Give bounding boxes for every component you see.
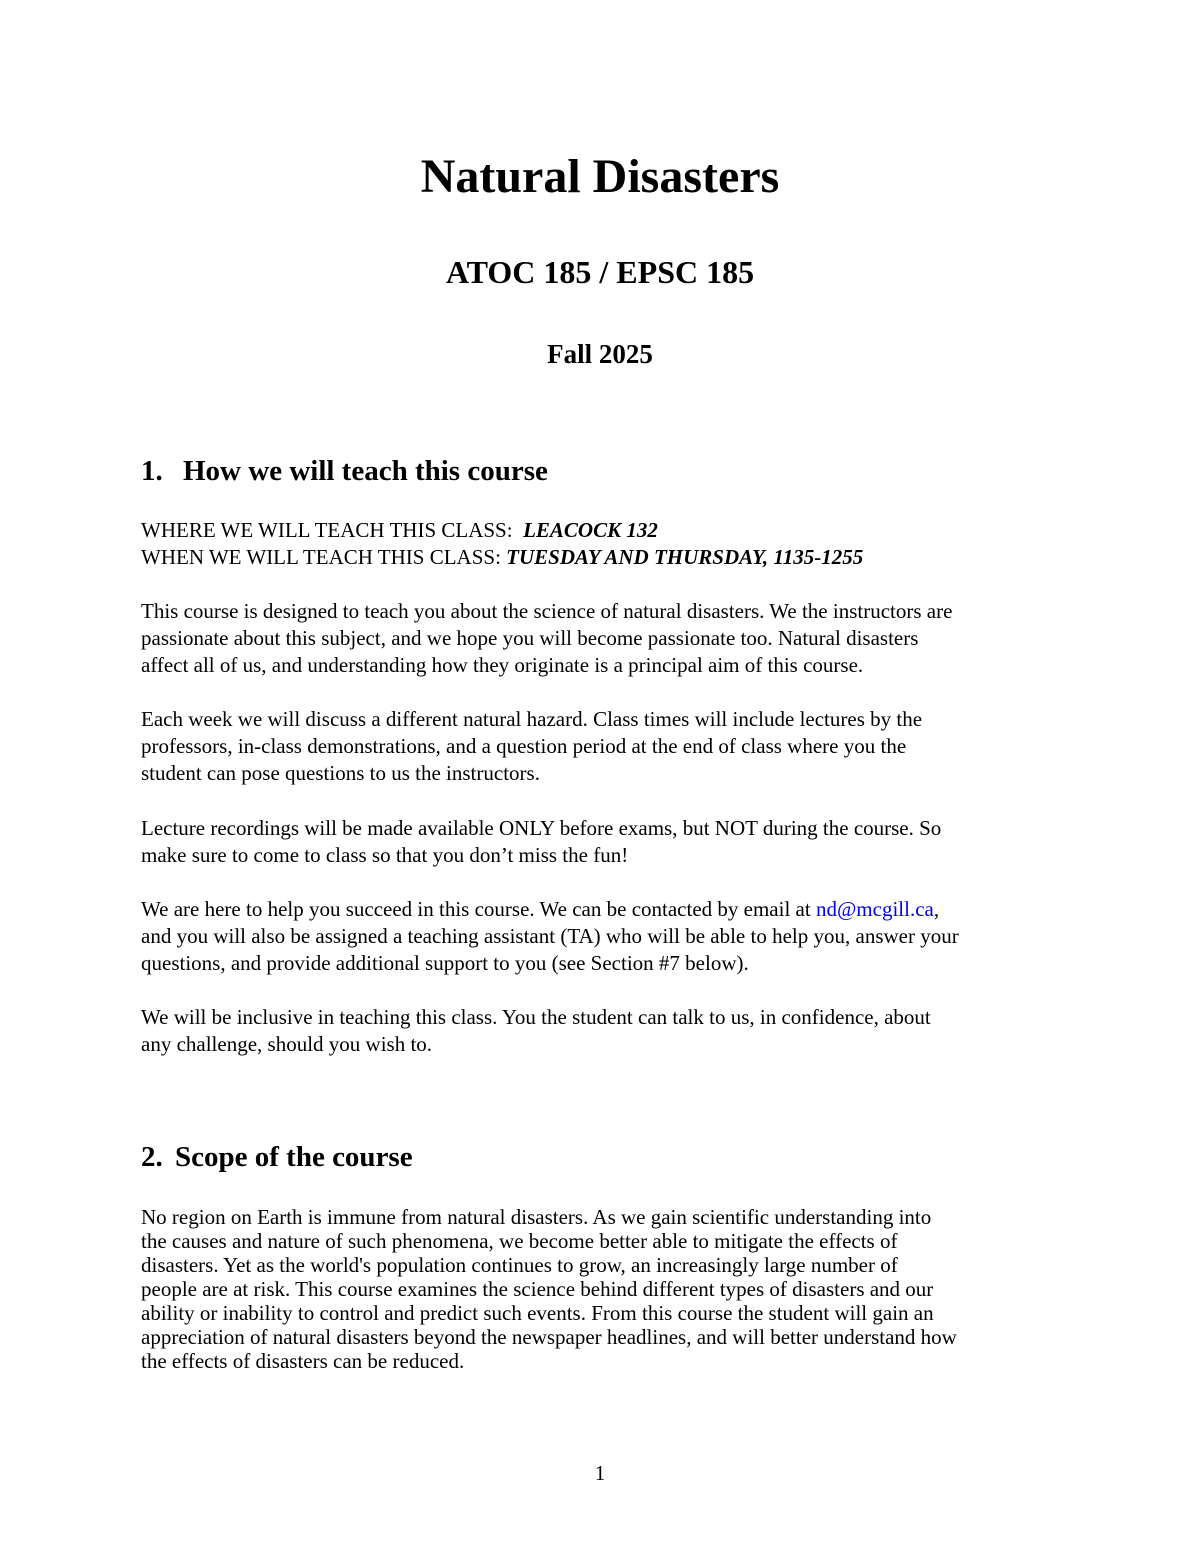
when-line: [141, 544, 1081, 571]
paragraph-line: Lecture recordings will be made available ONLY before exams, but NOT during the course. So: [141, 816, 942, 840]
paragraph-line: any challenge, should you wish to.: [141, 1032, 433, 1056]
where-label: WHERE WE WILL TEACH THIS CLASS:: [141, 518, 513, 542]
paragraph-line: questions, and provide additional support to you (see Section #7 below).: [141, 951, 749, 975]
paragraph-recordings: [141, 815, 1081, 869]
email-link[interactable]: nd@mcgill.ca: [815, 897, 934, 921]
section-2-number: 2.: [141, 1141, 163, 1173]
paragraph-line: passionate about this subject, and we hope you will become passionate too. Natural disasters: [141, 626, 919, 650]
course-code: ATOC 185 / EPSC 185: [445, 254, 755, 290]
where-line: [141, 517, 1081, 544]
where-value: LEACOCK 132: [523, 518, 658, 542]
section-2-heading: [141, 1139, 1071, 1175]
paragraph-line: the causes and nature of such phenomena, we become better able to mitigate the effects of: [141, 1229, 898, 1253]
page-number: 1: [594, 1461, 606, 1485]
paragraph-contact: [141, 896, 1081, 977]
when-label: WHEN WE WILL TEACH THIS CLASS:: [141, 545, 501, 569]
paragraph-line: [141, 896, 1081, 923]
contact-punctuation: ,: [933, 897, 940, 921]
paragraph-line: make sure to come to class so that you don’t miss the fun!: [141, 843, 629, 867]
contact-text: We are here to help you succeed in this course. We can be contacted by email at: [141, 897, 811, 921]
section-2-title: Scope of the course: [175, 1141, 413, 1173]
section-1-number: 1.: [141, 455, 163, 487]
paragraph-line: We will be inclusive in teaching this class. You the student can talk to us, in confidence, about: [141, 1005, 931, 1029]
paragraph-line: people are at risk. This course examines the science behind different types of disasters and our: [141, 1277, 934, 1301]
paragraph-line: and you will also be assigned a teaching assistant (TA) who will be able to help you, answer your: [141, 924, 959, 948]
paragraph-course-intro: [141, 598, 1081, 679]
when-value: TUESDAY AND THURSDAY, 1135-1255: [506, 545, 864, 569]
paragraph-line: Each week we will discuss a different natural hazard. Class times will include lectures by the: [141, 707, 923, 731]
paragraph-weekly-format: [141, 706, 1081, 787]
paragraph-line: disasters. Yet as the world's population continues to grow, an increasingly large number of: [141, 1253, 898, 1277]
document-title: Natural Disasters: [420, 150, 780, 203]
paragraph-line: ability or inability to control and predict such events. From this course the student will gain an: [141, 1301, 934, 1325]
paragraph-scope: [141, 1205, 1081, 1373]
paragraph-line: This course is designed to teach you about the science of natural disasters. We the instructors are: [141, 599, 953, 623]
paragraph-line: No region on Earth is immune from natural disasters. As we gain scientific understanding into: [141, 1205, 932, 1229]
paragraph-line: professors, in-class demonstrations, and a question period at the end of class where you the: [141, 734, 907, 758]
paragraph-line: the effects of disasters can be reduced.: [141, 1349, 465, 1373]
class-location-time: [141, 517, 1081, 571]
course-term: Fall 2025: [547, 339, 653, 369]
paragraph-line: affect all of us, and understanding how they originate is a principal aim of this course.: [141, 653, 864, 677]
section-1-title: How we will teach this course: [183, 455, 548, 487]
paragraph-inclusive: [141, 1004, 1081, 1058]
paragraph-line: student can pose questions to us the instructors.: [141, 761, 540, 785]
section-1-heading: [141, 453, 1071, 489]
paragraph-line: appreciation of natural disasters beyond the newspaper headlines, and will better understand how: [141, 1325, 957, 1349]
